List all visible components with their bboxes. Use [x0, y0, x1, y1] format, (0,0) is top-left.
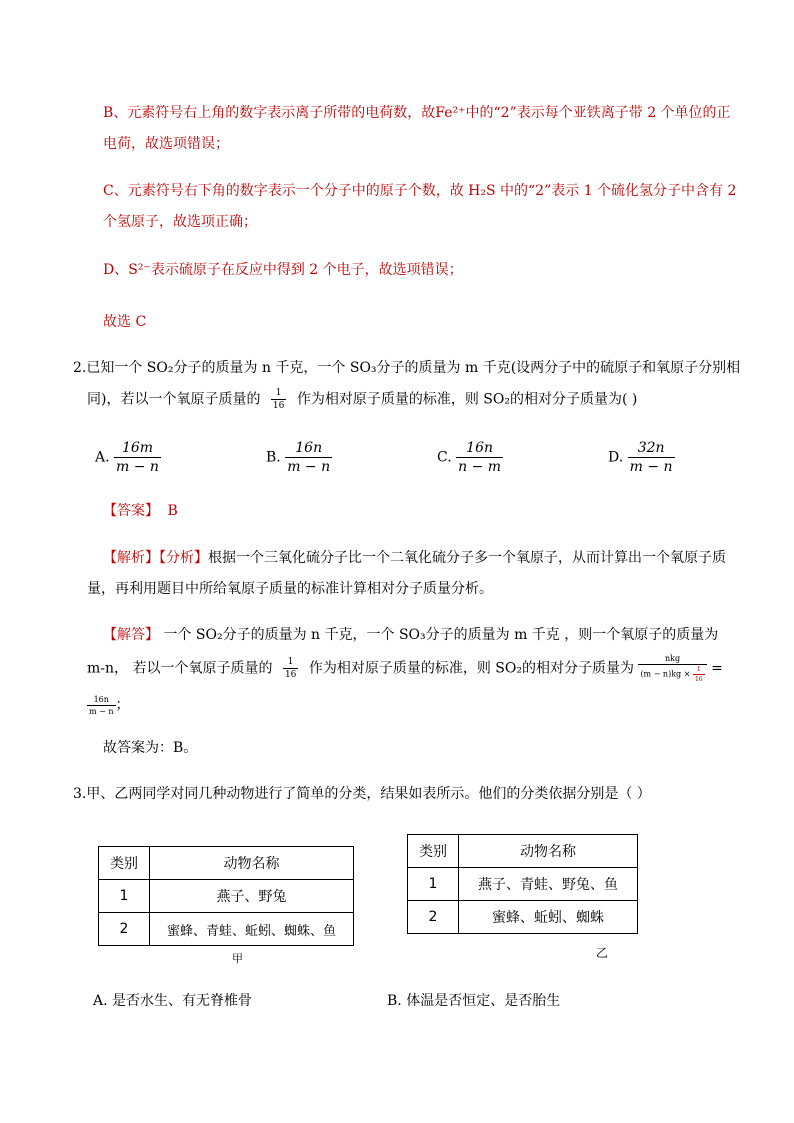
header-cell: 动物名称 [150, 847, 354, 880]
q2-analysis-line2: 量，再利用题目中所给氧原子质量的标准计算相对分子质量分析。 [87, 581, 493, 597]
table-row [408, 901, 638, 934]
frac-denominator: m − n [287, 459, 331, 475]
table-header-row [408, 835, 638, 868]
option-fraction [456, 440, 503, 475]
frac-denominator [638, 664, 706, 683]
frac-denominator: 16 [284, 670, 297, 680]
solve-fraction-1-16 [283, 657, 298, 680]
option-fraction [285, 440, 332, 475]
table-jia-caption: 甲 [232, 952, 243, 965]
q2-stem-line2-post: 作为相对原子质量的标准，则 SO₂的相对分子质量为( ) [296, 391, 638, 408]
q2-option-d[interactable] [608, 440, 675, 475]
frac-numerator: nkg [664, 654, 681, 663]
frac-denominator: n − m [458, 459, 502, 475]
option-fraction [628, 440, 675, 475]
q2-stem-line2 [87, 388, 637, 411]
solve-line2-mid: 作为相对原子质量的标准，则 SO₂的相对分子质量为 [308, 660, 634, 677]
header-cell: 动物名称 [459, 835, 638, 868]
frac-numerator: 16m [121, 440, 154, 456]
frac-denominator: m − n [629, 459, 673, 475]
q2-option-c[interactable] [437, 440, 503, 475]
frac-denominator: m − n [116, 459, 159, 475]
q2-stem-line2-pre: 同)，若以一个氧原子质量的 [87, 391, 261, 408]
frac-numerator: 16n [466, 440, 494, 456]
option-fraction [114, 440, 161, 475]
frac-numerator: 16n [295, 440, 323, 456]
solve-line2-pre: m-n， 若以一个氧原子质量的 [87, 660, 273, 677]
q3-option-a[interactable]: A. 是否水生、有无脊椎骨 [93, 993, 253, 1009]
frac-denominator: m − n [89, 706, 114, 716]
q2-final-answer: 故答案为：B。 [103, 740, 198, 756]
frac-numerator: 1 [287, 657, 294, 667]
q2-solve-line1 [103, 624, 718, 644]
option-label: B. [266, 449, 281, 466]
table-cell: 燕子、青蛙、野兔、鱼 [459, 868, 638, 901]
q2-analysis-line1 [103, 547, 726, 567]
table-header-row [99, 847, 354, 880]
option-label: A. [95, 449, 110, 466]
header-cell: 类别 [99, 847, 150, 880]
option-label: D. [608, 449, 624, 466]
table-cell: 2 [408, 901, 459, 934]
solve-text: 一个 SO₂分子的质量为 n 千克，一个 SO₃分子的质量为 m 千克 ，则一个氧原子的质量为 [159, 627, 719, 643]
frac-denominator: 16 [272, 401, 285, 411]
frac-numerator: 1 [275, 388, 282, 398]
q2-fraction-1-16 [271, 388, 286, 411]
prev-answer-d-line: D、S²⁻表示硫原子在反应中得到 2 个电子，故选项错误； [103, 262, 463, 278]
inner-fraction-1-16 [693, 666, 705, 683]
q2-solve-line3 [87, 694, 130, 716]
q3-option-b[interactable]: B. 体温是否恒定、是否胎生 [387, 993, 561, 1009]
table-cell: 1 [408, 868, 459, 901]
prev-answer-b-line2: 电荷，故选项错误； [103, 136, 229, 152]
header-cell: 类别 [408, 835, 459, 868]
solve-tag: 【解答】 [103, 627, 159, 643]
prev-answer-b-line1: B、元素符号右上角的数字表示离子所带的电荷数，故Fe²⁺中的“2”表示每个亚铁离子带 2 个单位的正 [103, 105, 731, 121]
q2-option-a[interactable] [95, 440, 161, 475]
table-jia [98, 846, 354, 946]
table-yi-caption: 乙 [596, 946, 609, 960]
frac-numerator: 32n [637, 440, 665, 456]
table-cell: 蜜蜂、蚯蚓、蜘蛛 [459, 901, 638, 934]
option-label: C. [437, 449, 452, 466]
answer-value: B [167, 503, 178, 519]
prev-answer-c-line2: 个氢原子，故选项正确； [103, 214, 257, 230]
table-cell: 蜜蜂、青蛙、蚯蚓、蜘蛛、鱼 [150, 913, 354, 946]
prev-answer-c-line1: C、元素符号右下角的数字表示一个分子中的原子个数，故 H₂S 中的“2”表示 1 个硫化氢分子中含有 2 [103, 183, 737, 199]
table-cell: 燕子、野兔 [150, 880, 354, 913]
solve-fraction-expression [638, 654, 706, 683]
frac-denominator: 16 [694, 676, 703, 683]
table-row [99, 913, 354, 946]
q2-solve-line2 [87, 654, 723, 683]
table-yi [407, 834, 638, 934]
table-row [408, 868, 638, 901]
semicolon: ； [115, 697, 130, 713]
solve-result-fraction [87, 695, 116, 716]
answer-tag: 【答案】 [103, 503, 159, 519]
analysis-text: 根据一个三氧化硫分子比一个二氧化硫分子多一个氧原子，从而计算出一个氧原子质 [208, 550, 726, 566]
q2-answer [103, 500, 178, 520]
frac-numerator: 1 [696, 666, 701, 673]
frac-numerator: 16n [93, 694, 109, 704]
table-cell: 1 [99, 880, 150, 913]
analysis-tag: 【解析】【分析】 [103, 550, 208, 566]
prev-answer-choice: 故选 C [103, 314, 147, 330]
table-row [99, 880, 354, 913]
q3-stem: 3.甲、乙两同学对同几种动物进行了简单的分类，结果如表所示。他们的分类依据分别是（ ） [73, 786, 651, 802]
equals-sign: = [711, 660, 723, 677]
table-cell: 2 [99, 913, 150, 946]
q2-option-b[interactable] [266, 440, 332, 475]
frac-denominator-text: (m − n)kg × [640, 669, 691, 679]
q2-stem-line1: 2.已知一个 SO₂分子的质量为 n 千克，一个 SO₃分子的质量为 m 千克(设两分子中的硫原子和氧原子分别相 [73, 360, 741, 376]
